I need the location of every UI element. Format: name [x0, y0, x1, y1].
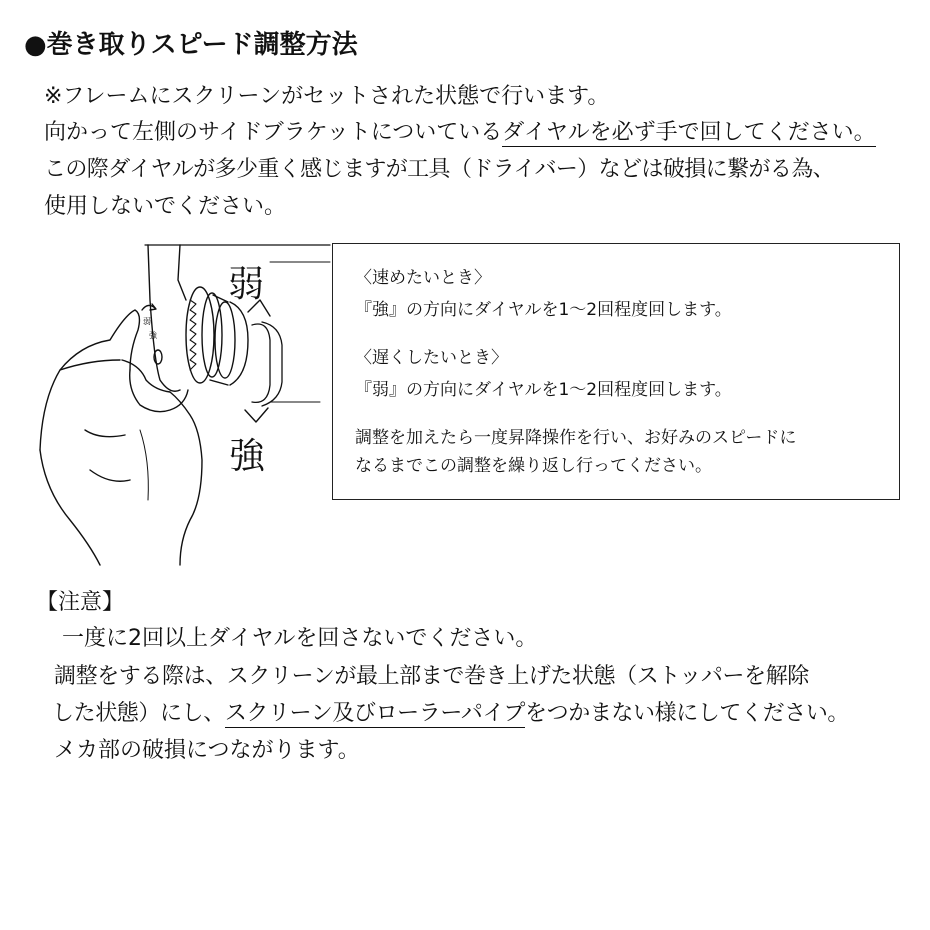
label-strong: 強 — [229, 436, 266, 477]
intro-line-1: ※フレームにスクリーンがセットされた状態で行います。 — [44, 84, 610, 109]
intro-line-4: 使用しないでください。 — [44, 194, 287, 219]
label-weak: 弱 — [228, 264, 265, 305]
instruction-box — [332, 243, 900, 500]
caution-line-3-c: をつかまない様にしてください。 — [525, 701, 850, 726]
caution-heading: 【注意】 — [36, 590, 125, 615]
note-line-2: なるまでこの調整を繰り返し行ってください。 — [355, 456, 712, 476]
caution-line-3 — [52, 701, 849, 727]
page-title: ●巻き取りスピード調整方法 — [24, 30, 358, 60]
dial-illustration — [30, 240, 340, 570]
caution-line-2: 調整をする際は、スクリーンが最上部まで巻き上げた状態（ストッパーを解除 — [54, 664, 809, 689]
caution-line-4: メカ部の破損につながります。 — [54, 738, 360, 763]
caution-line-3-underlined: スクリーン及びローラーパイプ — [224, 701, 526, 726]
intro-line-2-underlined: ダイヤルを必ず手で回してください。 — [502, 120, 876, 145]
intro-line-2 — [44, 120, 876, 146]
caution-line-3-a: した状態）にし、 — [52, 701, 225, 726]
slow-body: 『弱』の方向にダイヤルを1～2回程度回します。 — [355, 380, 732, 400]
slow-heading: 〈遅くしたいとき〉 — [355, 348, 508, 368]
intro-line-2-text: 向かって左側のサイドブラケットについている — [44, 120, 503, 145]
fast-body: 『強』の方向にダイヤルを1～2回程度回します。 — [355, 300, 732, 320]
caution-line-1: 一度に2回以上ダイヤルを回さないでください。 — [62, 626, 538, 651]
intro-line-3: この際ダイヤルが多少重く感じますが工具（ドライバー）などは破損に繋がる為、 — [44, 157, 835, 182]
fast-heading: 〈速めたいとき〉 — [355, 268, 491, 288]
dial-label-strong-small: 強 — [149, 331, 157, 340]
note-line-1: 調整を加えたら一度昇降操作を行い、お好みのスピードに — [355, 428, 797, 448]
dial-label-weak-small: 弱 — [143, 317, 151, 326]
